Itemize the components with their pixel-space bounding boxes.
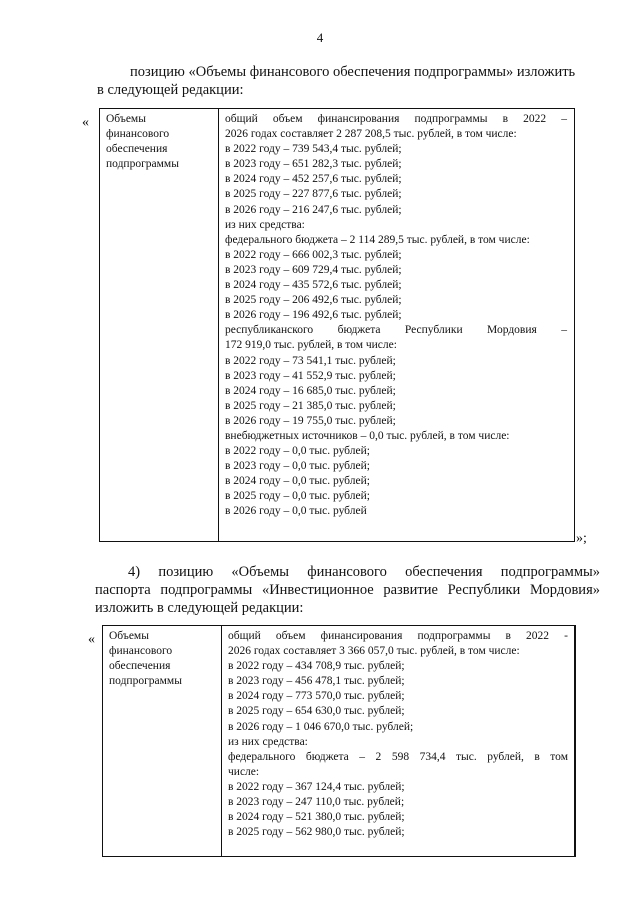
table-2-line: в 2023 году – 247 110,0 тыс. рублей; [228,796,405,809]
table-1-label-line: Объемы [106,113,146,125]
table-1-label-line: финансового [106,128,170,140]
intro-paragraph-2 [95,563,600,617]
table-1-line: в 2026 году – 196 492,6 тыс. рублей; [225,309,402,322]
table-2-line: в 2022 году – 367 124,4 тыс. рублей; [228,780,405,793]
table-1-line: в 2025 году – 21 385,0 тыс. рублей; [225,399,396,412]
table-2-label-cell [103,626,222,856]
table-2-label-line: обеспечения [109,660,171,672]
table-2-label-line: финансового [109,645,173,657]
table-1-line: 172 919,0 тыс. рублей, в том числе: [225,339,397,352]
table-1-value-cell [219,109,573,541]
table-2-value-cell [222,626,575,856]
table-2-line: числе: [228,765,260,778]
table-1-line: в 2025 году – 227 877,6 тыс. рублей; [225,188,402,201]
table-1-line: в 2022 году – 0,0 тыс. рублей; [225,445,370,458]
table-1-line: из них средства: [225,218,305,231]
table-1-line: в 2023 году – 609 729,4 тыс. рублей; [225,263,402,276]
table-1-label-line: подпрограммы [106,158,179,170]
table-1-label-cell [100,109,219,541]
table-2-line: федерального бюджета – 2 598 734,4 тыс. рублей, в том [228,750,568,763]
table-1-line: в 2022 году – 73 541,1 тыс. рублей; [225,354,396,367]
intro-2-line-2: паспорта подпрограммы «Инвестиционное развитие Республики Мордовия» [95,582,600,598]
table-2-line: в 2025 году – 654 630,0 тыс. рублей; [228,705,405,718]
table-1-line: в 2025 году – 206 492,6 тыс. рублей; [225,294,402,307]
table-1-line: республиканского бюджета Республики Мордовия – [225,324,567,337]
table-2-line: в 2025 году – 562 980,0 тыс. рублей; [228,826,405,839]
table-1-line: в 2022 году – 666 002,3 тыс. рублей; [225,248,402,261]
financing-table-2 [102,625,576,857]
table-1-line: федерального бюджета – 2 114 289,5 тыс. рублей, в том числе: [225,233,530,246]
table-2-line: в 2024 году – 521 380,0 тыс. рублей; [228,811,405,824]
table-1-line: в 2026 году – 216 247,6 тыс. рублей; [225,203,402,216]
table-2-label-line: Объемы [109,630,149,642]
table-2-label-line: подпрограммы [109,675,182,687]
opening-quote-2: « [88,632,95,647]
table-1-line: в 2022 году – 739 543,4 тыс. рублей; [225,143,402,156]
table-1-line: общий объем финансирования подпрограммы в 2022 – [225,113,567,125]
table-1-line: в 2024 году – 452 257,6 тыс. рублей; [225,173,402,186]
page-number: 4 [316,30,324,45]
intro-1-line-1: позицию «Объемы финансового обеспечения подпрограммы» изложить [130,64,576,80]
intro-1-line-2: в следующей редакции: [97,82,244,98]
table-1-line: в 2026 году – 0,0 тыс. рублей [225,505,367,518]
intro-2-line-1: 4) позицию «Объемы финансового обеспечения подпрограммы» [128,564,600,580]
intro-2-line-3: изложить в следующей редакции: [95,600,304,616]
table-2-line: 2026 годах составляет 3 366 057,0 тыс. рублей, в том числе: [228,645,520,658]
table-1-line: в 2023 году – 651 282,3 тыс. рублей; [225,158,402,171]
table-2-line: в 2023 году – 456 478,1 тыс. рублей; [228,675,405,688]
table-1-line: в 2024 году – 16 685,0 тыс. рублей; [225,384,396,397]
table-2-line: в 2026 году – 1 046 670,0 тыс. рублей; [228,720,414,733]
table-1-line: 2026 годах составляет 2 287 208,5 тыс. рублей, в том числе: [225,128,517,141]
table-1-line: в 2024 году – 435 572,6 тыс. рублей; [225,279,402,292]
table-1-label-line: обеспечения [106,143,168,155]
table-2-line: общий объем финансирования подпрограммы в 2022 - [228,630,568,642]
table-1-line: в 2023 году – 0,0 тыс. рублей; [225,460,370,473]
intro-paragraph-1 [97,63,598,99]
table-1-line: в 2025 году – 0,0 тыс. рублей; [225,490,370,503]
table-1-line: в 2023 году – 41 552,9 тыс. рублей; [225,369,396,382]
table-1-line: в 2024 году – 0,0 тыс. рублей; [225,475,370,488]
opening-quote-1: « [82,115,89,130]
table-1-line: в 2026 году – 19 755,0 тыс. рублей; [225,414,396,427]
table-1-line: внебюджетных источников – 0,0 тыс. рублей, в том числе: [225,429,510,442]
table-2-line: из них средства: [228,735,308,748]
closing-quote-1: »; [576,531,587,546]
table-2-line: в 2022 году – 434 708,9 тыс. рублей; [228,660,405,673]
table-2-line: в 2024 году – 773 570,0 тыс. рублей; [228,690,405,703]
financing-table-1 [99,108,575,542]
